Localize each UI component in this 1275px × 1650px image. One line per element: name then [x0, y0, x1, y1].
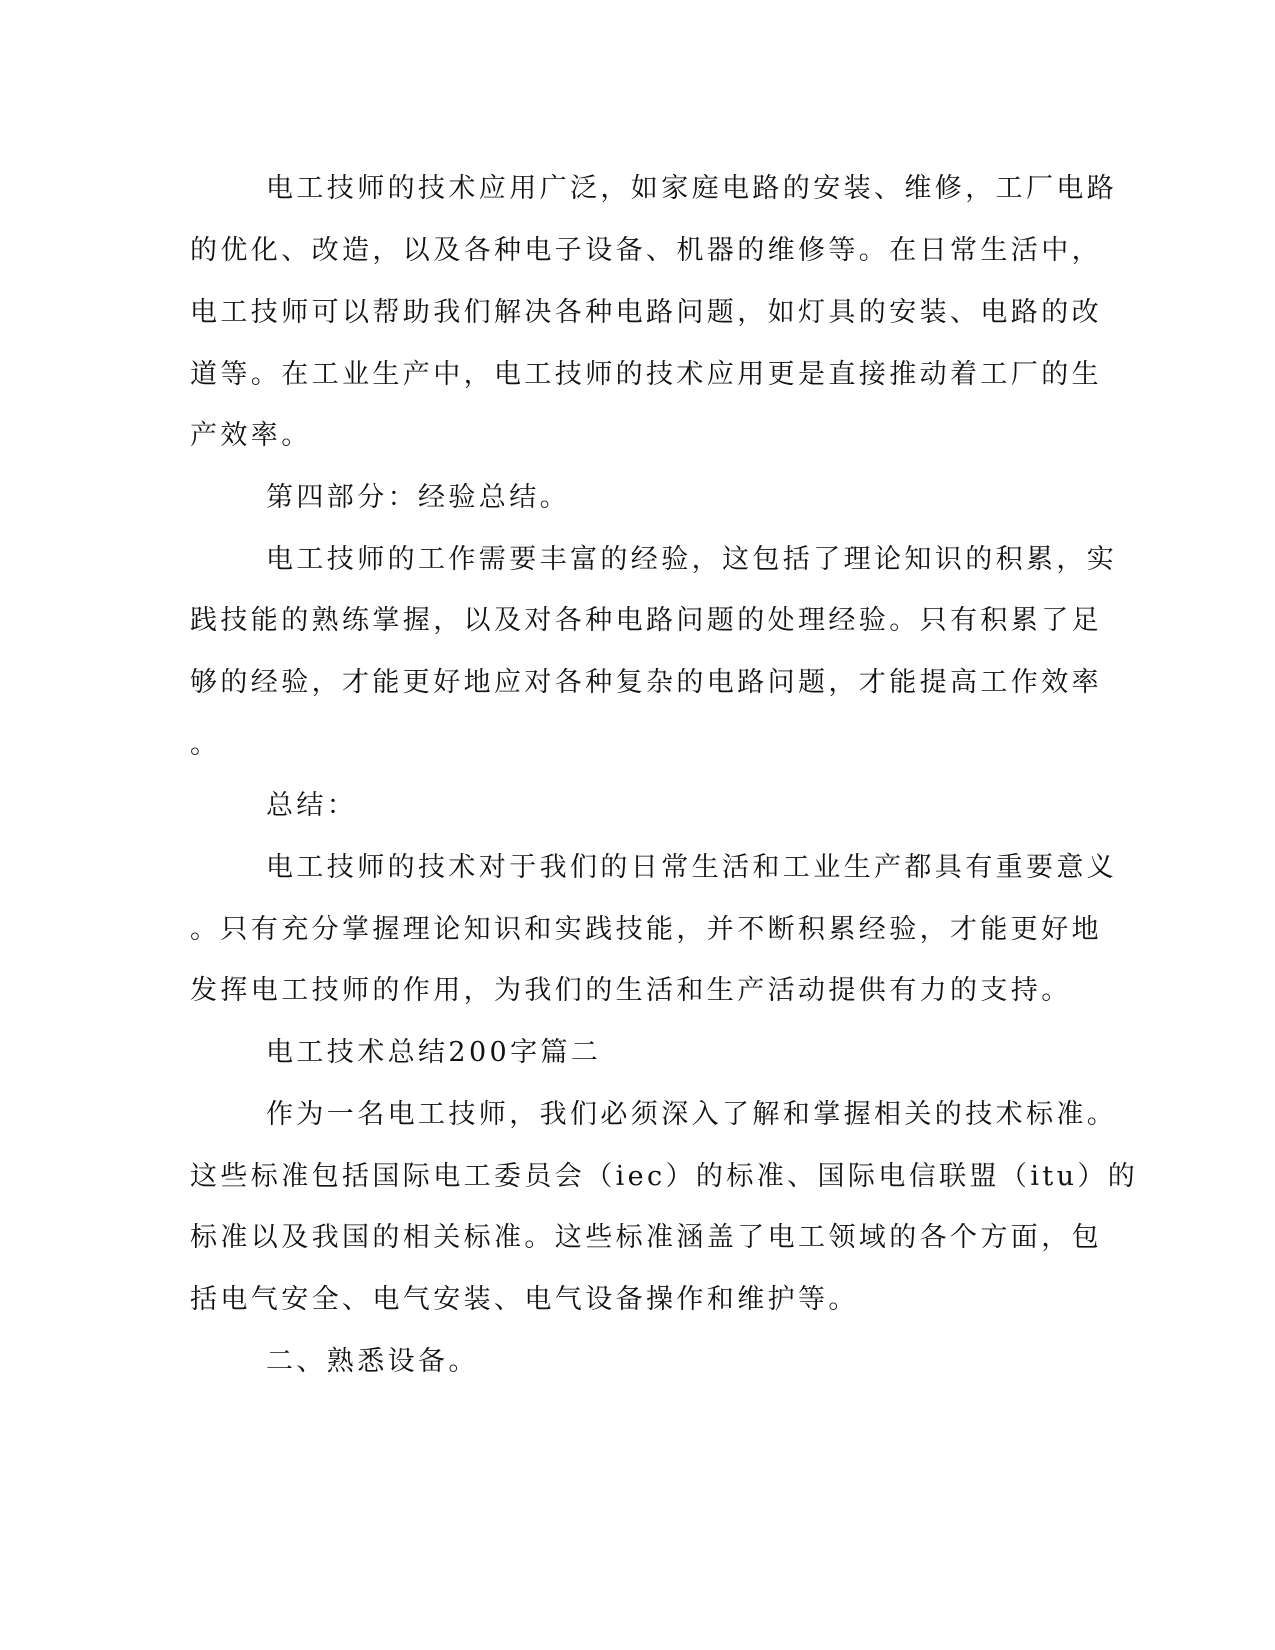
paragraph-line: 发挥电工技师的作用，为我们的生活和生产活动提供有力的支持。: [190, 975, 1072, 1006]
paragraph-line: 电工技师的技术对于我们的日常生活和工业生产都具有重要意义: [266, 852, 1118, 883]
paragraph-line: 践技能的熟练掌握，以及对各种电路问题的处理经验。只有积累了足: [190, 605, 1102, 636]
paragraph-line: 的优化、改造，以及各种电子设备、机器的维修等。在日常生活中，: [190, 235, 1102, 266]
paragraph-line: 标准以及我国的相关标准。这些标准涵盖了电工领域的各个方面，包: [190, 1222, 1102, 1253]
section-heading: 二、熟悉设备。: [266, 1346, 479, 1377]
section-heading: 第四部分：经验总结。: [266, 482, 570, 513]
paragraph-line: 括电气安全、电气安装、电气设备操作和维护等。: [190, 1284, 859, 1315]
paragraph-line: 电工技师的技术应用广泛，如家庭电路的安装、维修，工厂电路: [266, 173, 1118, 204]
paragraph-line: 电工技师的工作需要丰富的经验，这包括了理论知识的积累，实: [266, 544, 1118, 575]
paragraph-line: 。只有充分掌握理论知识和实践技能，并不断积累经验，才能更好地: [190, 914, 1102, 945]
paragraph-line: 作为一名电工技师，我们必须深入了解和掌握相关的技术标准。: [266, 1099, 1118, 1130]
paragraph-line: 。: [190, 729, 221, 760]
paragraph-line: 道等。在工业生产中，电工技师的技术应用更是直接推动着工厂的生: [190, 359, 1102, 390]
paragraph-line: 够的经验，才能更好地应对各种复杂的电路问题，才能提高工作效率: [190, 667, 1102, 698]
section-heading: 电工技术总结200字篇二: [266, 1037, 602, 1068]
paragraph-line: 这些标准包括国际电工委员会（iec）的标准、国际电信联盟（itu）的: [190, 1161, 1139, 1192]
section-heading: 总结：: [266, 790, 358, 821]
paragraph-line: 电工技师可以帮助我们解决各种电路问题，如灯具的安装、电路的改: [190, 297, 1102, 328]
paragraph-line: 产效率。: [190, 420, 312, 451]
